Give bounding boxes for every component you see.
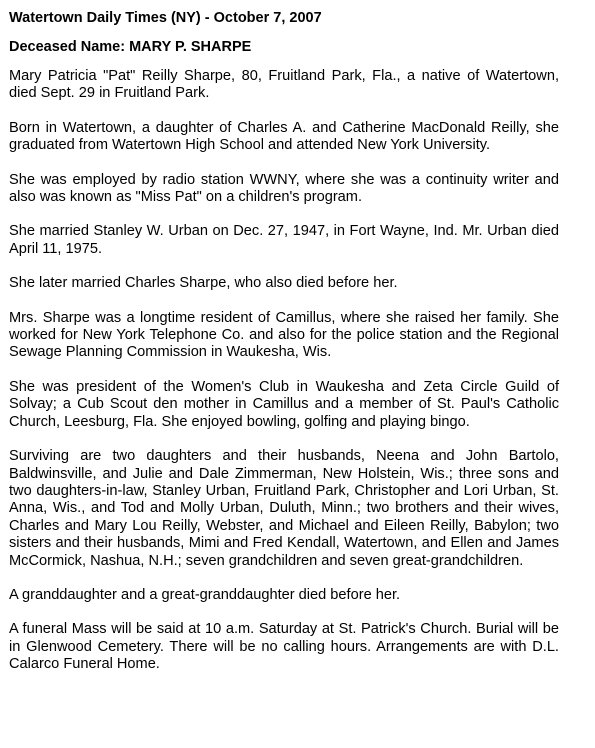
- paragraph-survivors: Surviving are two daughters and their husbands, Neena and John Bartolo, Baldwinsville, and Julie and Dale Zimmerman, New Holstein, Wis.; three sons and two daughters-in-law, Stanley Urban, Fruitland Park, Christopher and Lori Urban, St. Anna, Wis., and Tod and Molly Urban, Duluth, Minn.; two brothers and their wives, Charles and Mary Lou Reilly, Webster, and Michael and Eileen Reilly, Babylon; two sisters and their husbands, Mimi and Fred Kendall, Watertown, and Ellen and James McCormick, Nashua, N.H.; seven grandchildren and seven great-grandchildren.: [9, 448, 559, 569]
- paragraph-funeral: A funeral Mass will be said at 10 a.m. Saturday at St. Patrick's Church. Burial will be in Glenwood Cemetery. There will be no calling hours. Arrangements are with D.L. Calarco Funeral Home.: [9, 621, 559, 673]
- obituary-page: [9, 9, 559, 674]
- paragraph-second-marriage: She later married Charles Sharpe, who also died before her.: [9, 275, 398, 292]
- paragraph-activities: She was president of the Women's Club in Waukesha and Zeta Circle Guild of Solvay; a Cub Scout den mother in Camillus and a member of St. Paul's Catholic Church, Leesburg, Fla. She enjoyed bowling, golfing and playing bingo.: [9, 378, 559, 430]
- source-heading: Watertown Daily Times (NY) - October 7, 2007: [9, 10, 322, 26]
- paragraph-employment: She was employed by radio station WWNY, where she was a continuity writer and also was known as "Miss Pat" on a children's program.: [9, 171, 559, 206]
- paragraph-first-marriage: She married Stanley W. Urban on Dec. 27, 1947, in Fort Wayne, Ind. Mr. Urban died April 11, 1975.: [9, 223, 559, 257]
- paragraph-intro: Mary Patricia "Pat" Reilly Sharpe, 80, Fruitland Park, Fla., a native of Watertown, died Sept. 29 in Fruitland Park.: [9, 68, 559, 102]
- obituary-body: [9, 68, 559, 674]
- paragraph-birth-education: Born in Watertown, a daughter of Charles A. and Catherine MacDonald Reilly, she graduated from Watertown High School and attended New York University.: [9, 119, 559, 154]
- paragraph-residence-work: Mrs. Sharpe was a longtime resident of Camillus, where she raised her family. She worked for New York Telephone Co. and also for the police station and the Regional Sewage Planning Commission in Waukesha, Wis.: [9, 309, 559, 361]
- deceased-name-heading: Deceased Name: MARY P. SHARPE: [9, 39, 252, 55]
- paragraph-predeceased: A granddaughter and a great-granddaughter died before her.: [9, 586, 401, 603]
